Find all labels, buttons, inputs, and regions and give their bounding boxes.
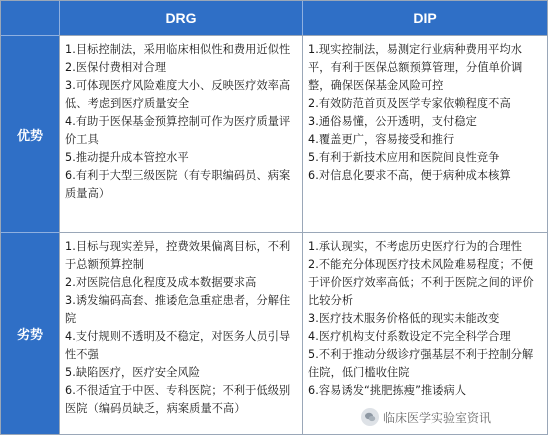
header-drg: DRG [59, 1, 302, 35]
list-item: 6.有利于大型三级医院（有专职编码员、病案质量高） [65, 169, 291, 200]
list-item: 6.对信息化要求不高，便于病种成本核算 [308, 169, 511, 182]
list-item: 3.诱发编码高套、推诿危急重症患者，分解住院 [65, 294, 291, 325]
list-item: 2.不能充分体现医疗技术风险难易程度；不便于评价医疗效率高低；不利于医院之间的评价比较分析 [308, 258, 534, 307]
watermark [361, 406, 491, 428]
list-item: 1.目标与现实差异，控费效果偏离目标，不利于总额预算控制 [65, 240, 291, 271]
header-blank-cell [1, 1, 59, 35]
table-header-row [1, 1, 547, 35]
list-item: 5.不利于推动分级诊疗强基层不利于控制分解住院，低门槛收住院 [308, 348, 534, 379]
list-item: 4.有助于医保基金预算控制可作为医疗质量评价工具 [65, 115, 291, 146]
watermark-text: 临床医学实验室资讯 [383, 410, 492, 425]
list-item: 2.对医院信息化程度及成本数据要求高 [65, 276, 257, 289]
header-dip: DIP [302, 1, 547, 35]
list-item: 3.可体现医疗风险难度大小、反映医疗效率高低、考虑到医疗质量安全 [65, 79, 291, 110]
list-item: 1.现实控制法，易测定行业病种费用平均水平，有利于医保总额预算管理，分值单价调整，确保医保基金风险可控 [308, 43, 523, 92]
row-label-pros: 优势 [1, 35, 59, 232]
wechat-icon [361, 408, 379, 426]
list-item: 6.不很适宜于中医、专科医院；不利于低级别医院（编码员缺乏，病案质量不高） [65, 384, 291, 415]
list-item: 4.医疗机构支付系数设定不完全科学合理 [308, 330, 511, 343]
list-item: 5.推动提升成本管控水平 [65, 151, 189, 164]
list-item: 5.缺陷医疗，医疗安全风险 [65, 366, 201, 379]
list-item: 6.容易诱发“挑肥拣瘦”推诿病人 [308, 384, 467, 397]
list-item: 3.医疗技术服务价格低的现实未能改变 [308, 312, 500, 325]
list-item: 5.有利于新技术应用和医院间良性竞争 [308, 151, 500, 164]
list-item: 2.有效防范首页及医学专家依赖程度不高 [308, 97, 511, 110]
list-item: 1.承认现实，不考虑历史医疗行为的合理性 [308, 240, 523, 253]
cell-drg-cons [59, 232, 302, 434]
cell-dip-pros [302, 35, 547, 232]
list-item: 2.医保付费相对合理 [65, 61, 167, 74]
cell-drg-pros [59, 35, 302, 232]
list-item: 4.覆盖更广，容易接受和推行 [308, 133, 455, 146]
cell-dip-cons [302, 232, 547, 434]
list-item: 4.支付规则不透明及不稳定，对医务人员引导性不强 [65, 330, 291, 361]
list-item: 3.通俗易懂，公开透明，支付稳定 [308, 115, 477, 128]
row-label-cons: 劣势 [1, 232, 59, 434]
list-item: 1.目标控制法，采用临床相似性和费用近似性 [65, 43, 291, 56]
